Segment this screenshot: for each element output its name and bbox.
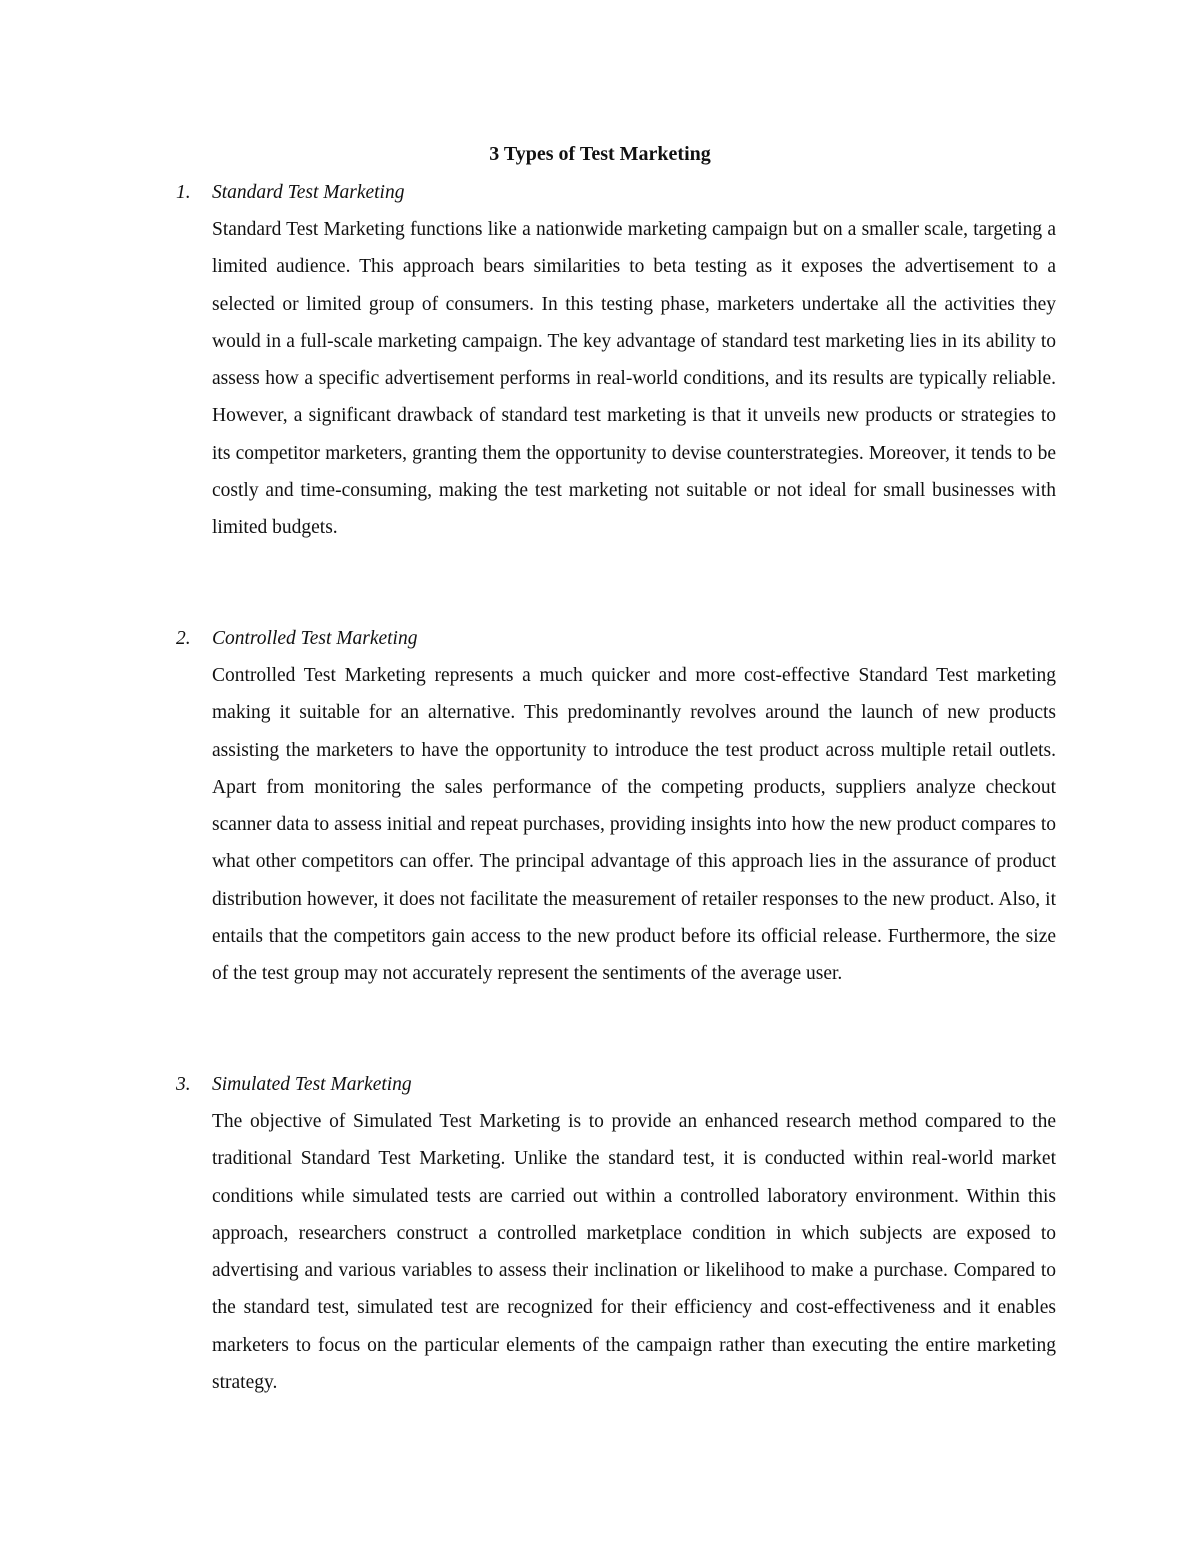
section-body: Standard Test Marketing functions like a nationwide marketing campaign but on a smaller scale, targeting a limited audience. This approach bears similarities to beta testing as it exposes the advertisement to a selected or limited group of consumers. In this testing phase, marketers undertake all the activities they would in a full-scale marketing campaign. The key advantage of standard test marketing lies in its ability to assess how a specific advertisement performs in real-world conditions, and its results are typically reliable. However, a significant drawback of standard test marketing is that it unveils new products or strategies to its competitor marketers, granting them the opportunity to devise counterstrategies. Moreover, it tends to be costly and time-consuming, making the test marketing not suitable or not ideal for small businesses with limited budgets. bbox=[212, 219, 1056, 539]
section-number: 2. bbox=[176, 628, 191, 649]
section-simulated-test-marketing bbox=[176, 1066, 1056, 1401]
section-heading bbox=[176, 174, 1056, 211]
section-title: Standard Test Marketing bbox=[212, 182, 405, 203]
section-heading bbox=[176, 1066, 1056, 1103]
section-number: 3. bbox=[176, 1074, 191, 1095]
section-number: 1. bbox=[176, 182, 191, 203]
section-controlled-test-marketing bbox=[176, 620, 1056, 993]
section-body: Controlled Test Marketing represents a much quicker and more cost-effective Standard Test marketing making it suitable for an alternative. This predominantly revolves around the launch of new products assisting the marketers to have the opportunity to introduce the test product across multiple retail outlets. Apart from monitoring the sales performance of the competing products, suppliers analyze checkout scanner data to assess initial and repeat purchases, providing insights into how the new product compares to what other competitors can offer. The principal advantage of this approach lies in the assurance of product distribution however, it does not facilitate the measurement of retailer responses to the new product. Also, it entails that the competitors gain access to the new product before its official release. Furthermore, the size of the test group may not accurately represent the sentiments of the average user. bbox=[212, 665, 1056, 985]
section-body: The objective of Simulated Test Marketing is to provide an enhanced research method compared to the traditional Standard Test Marketing. Unlike the standard test, it is conducted within real-world market conditions while simulated tests are carried out within a controlled laboratory environment. Within this approach, researchers construct a controlled marketplace condition in which subjects are exposed to advertising and various variables to assess their inclination or likelihood to make a purchase. Compared to the standard test, simulated test are recognized for their efficiency and cost-effectiveness and it enables marketers to focus on the particular elements of the campaign rather than executing the entire marketing strategy. bbox=[212, 1111, 1056, 1394]
document-title: 3 Types of Test Marketing bbox=[489, 143, 711, 165]
section-title: Simulated Test Marketing bbox=[212, 1074, 412, 1095]
section-standard-test-marketing bbox=[176, 174, 1056, 547]
section-title: Controlled Test Marketing bbox=[212, 628, 418, 649]
section-heading bbox=[176, 620, 1056, 657]
